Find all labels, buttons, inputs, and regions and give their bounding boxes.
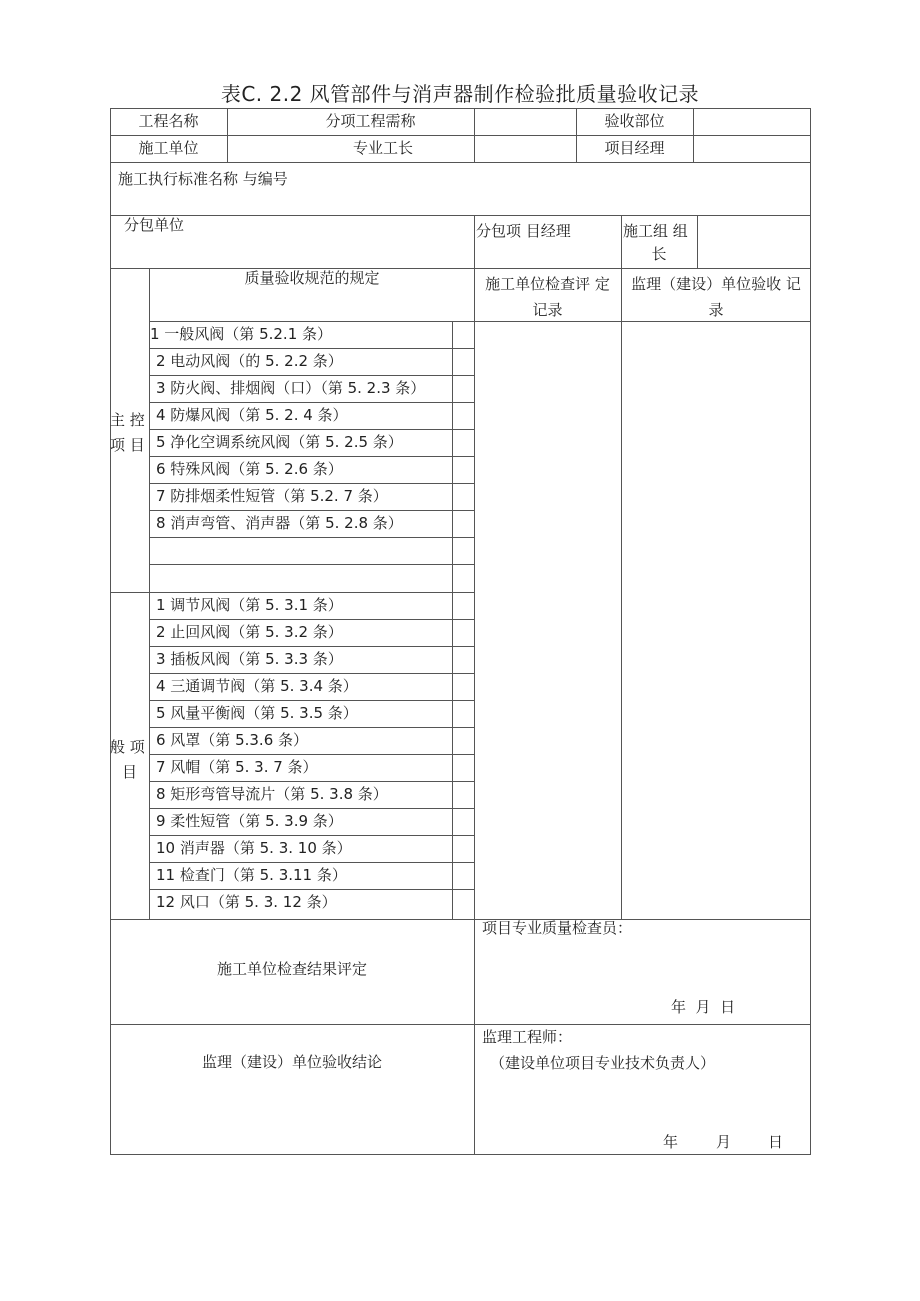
list-item: 8 矩形弯管导流片（第 5. 3.8 条） [156,785,388,803]
date-day: 日 [768,1133,784,1151]
construction-result-label: 施工单位检查结果评定 [216,960,367,978]
list-item: 6 特殊风阀（第 5. 2.6 条） [156,460,343,478]
date-month: 月 [716,1133,732,1151]
quality-inspector-label: 项目专业质量检查员： [482,919,633,937]
list-item: 2 止回风阀（第 5. 3.2 条） [156,623,343,641]
sub-manager-label: 分包项 目经理 [476,222,571,240]
list-item: 5 净化空调系统风阀（第 5. 2.5 条） [156,433,403,451]
general-label-2: 目 [122,763,138,781]
subcontractor-label: 分包单位 [124,216,185,234]
foreman-label: 专业工长 [352,139,413,157]
spec-column-header: 质量验收规范的规定 [244,269,380,287]
list-item: 3 插板风阀（第 5. 3.3 条） [156,650,343,668]
list-item: 1 调节风阀（第 5. 3.1 条） [156,596,343,614]
team-leader-label: 施工组 组 [623,222,688,240]
date-year: 年 [663,1133,679,1151]
list-item: 12 风口（第 5. 3. 12 条） [156,893,337,911]
main-control-label: 主 控 [110,411,145,429]
sub-project-label: 分项工程需称 [325,112,416,130]
construction-unit-label: 施工单位 [138,139,199,157]
form-title: 表C. 2.2 风管部件与消声器制作检验批质量验收记录 [220,82,700,106]
owner-rep-label: （建设单位项目专业技术负责人） [490,1054,716,1072]
list-item: 1 一般风阀（第 5.2.1 条） [150,325,333,343]
main-control-label-2: 项 目 [110,436,145,454]
list-item: 7 防排烟柔性短管（第 5.2. 7 条） [156,487,388,505]
list-item: 5 风量平衡阀（第 5. 3.5 条） [156,704,358,722]
standard-label: 施工执行标准名称 与编号 [118,170,288,188]
supervision-record-header-2: 录 [708,301,724,319]
list-item: 11 检查门（第 5. 3.11 条） [156,866,347,884]
list-item: 8 消声弯管、消声器（第 5. 2.8 条） [156,514,403,532]
project-manager-label: 项目经理 [604,139,665,157]
list-item: 7 风帽（第 5. 3. 7 条） [156,758,318,776]
list-item: 3 防火阀、排烟阀（口）（第 5. 2.3 条） [156,379,426,397]
supervision-record-header: 监理（建设）单位验收 记 [631,275,801,293]
date-field: 年 月 日 [671,998,736,1016]
supervision-engineer-label: 监理工程师： [482,1028,573,1046]
list-item: 4 三通调节阀（第 5. 3.4 条） [156,677,358,695]
list-item: 9 柔性短管（第 5. 3.9 条） [156,812,343,830]
list-item: 4 防爆风阀（第 5. 2. 4 条） [156,406,348,424]
project-name-label: 工程名称 [138,112,199,130]
team-leader-label-2: 长 [651,245,667,263]
construction-eval-header-2: 记录 [532,301,563,319]
inspection-part-label: 验收部位 [604,112,665,130]
construction-eval-header: 施工单位检查评 定 [485,275,610,293]
supervision-conclusion-label: 监理（建设）单位验收结论 [201,1053,382,1071]
list-item: 10 消声器（第 5. 3. 10 条） [156,839,352,857]
general-label: 般 项 [110,738,145,756]
list-item: 2 电动风阀（的 5. 2.2 条） [156,352,343,370]
list-item: 6 风罩（第 5.3.6 条） [156,731,309,749]
